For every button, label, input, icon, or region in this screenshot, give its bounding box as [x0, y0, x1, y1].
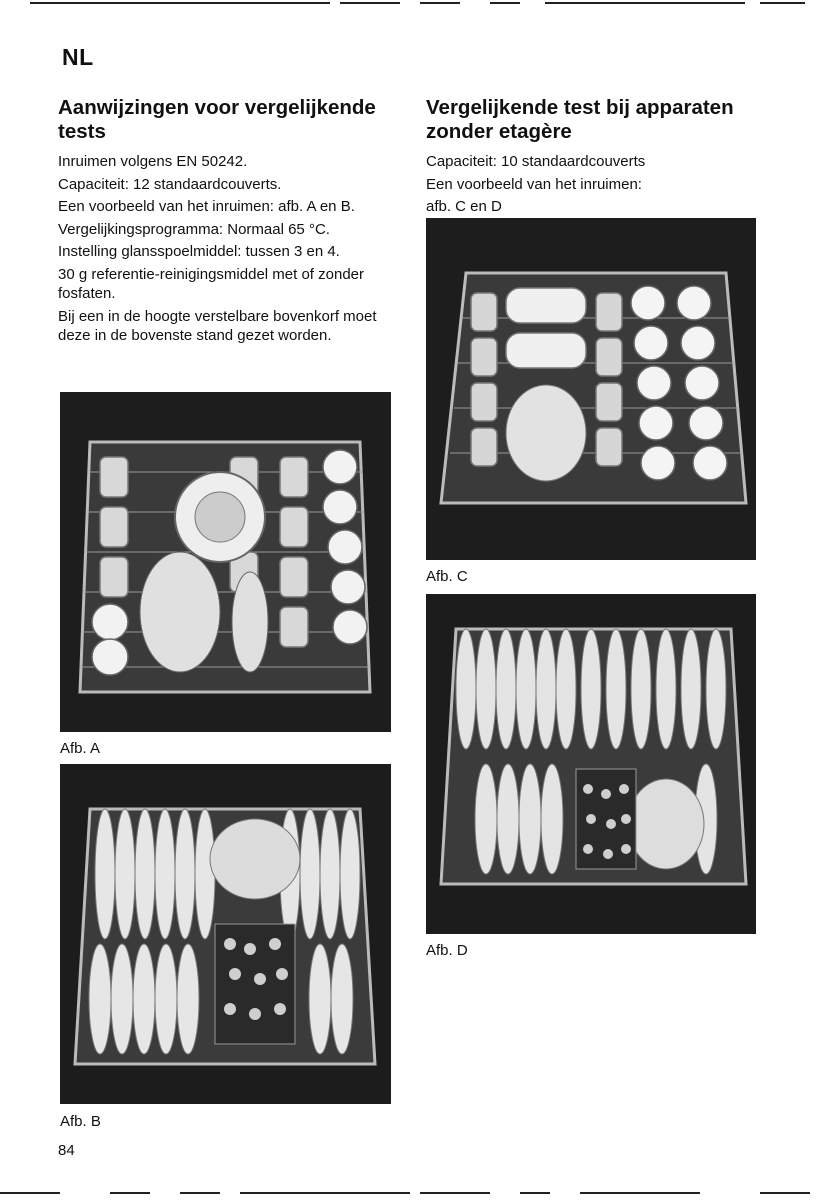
left-heading: Aanwijzingen voor vergelijkende tests — [58, 96, 376, 143]
bottom-rule-1 — [0, 1192, 60, 1194]
left-paragraph: Vergelijkingsprogramma: Normaal 65 °C. — [58, 220, 330, 238]
caption-d: Afb. D — [426, 942, 468, 959]
top-rule-1 — [30, 2, 330, 4]
bottom-rule-2 — [110, 1192, 150, 1194]
photo-d — [426, 594, 756, 934]
left-paragraph: Inruimen volgens EN 50242. — [58, 153, 248, 170]
caption-a: Afb. A — [60, 740, 101, 757]
bottom-rule-5 — [420, 1192, 490, 1194]
bottom-rule-4 — [240, 1192, 410, 1194]
left-column — [58, 96, 398, 349]
left-paragraph: Instelling glansspoelmiddel: tussen 3 en 4. — [58, 243, 340, 260]
photo-d-illustration — [426, 594, 756, 934]
photo-a — [60, 392, 391, 732]
left-paragraph: Bij een in de hoogte verstelbare bovenkorf moet deze in de bovenste stand gezet worden. — [58, 307, 377, 344]
bottom-rule-6 — [520, 1192, 550, 1194]
top-rule-2 — [340, 2, 400, 4]
top-rule-5 — [545, 2, 745, 4]
page-number: 84 — [58, 1142, 75, 1159]
top-rule-4 — [490, 2, 520, 4]
right-paragraph: afb. C en D — [426, 198, 502, 215]
right-paragraph: Een voorbeeld van het inruimen: — [426, 175, 642, 193]
right-column — [426, 96, 766, 220]
photo-c-illustration — [426, 218, 756, 560]
right-paragraph: Capaciteit: 10 standaardcouverts — [426, 153, 646, 170]
top-rule-6 — [760, 2, 805, 4]
right-body — [426, 152, 766, 217]
caption-b: Afb. B — [60, 1113, 101, 1130]
left-paragraph: Capaciteit: 12 standaardcouverts. — [58, 175, 282, 193]
bottom-rule-3 — [180, 1192, 220, 1194]
bottom-rule-8 — [760, 1192, 810, 1194]
top-rule-3 — [420, 2, 460, 4]
right-heading: Vergelijkende test bij apparaten zonder etagère — [426, 96, 734, 143]
caption-c: Afb. C — [426, 568, 468, 585]
left-paragraph: 30 g referentie-reinigingsmiddel met of zonder fosfaten. — [58, 265, 364, 302]
photo-b — [60, 764, 391, 1104]
photo-c — [426, 218, 756, 560]
photo-b-illustration — [60, 764, 391, 1104]
left-paragraph: Een voorbeeld van het inruimen: afb. A en B. — [58, 198, 355, 215]
bottom-rule-7 — [580, 1192, 700, 1194]
language-code: NL — [62, 44, 94, 70]
left-body — [58, 152, 398, 346]
photo-a-illustration — [60, 392, 391, 732]
